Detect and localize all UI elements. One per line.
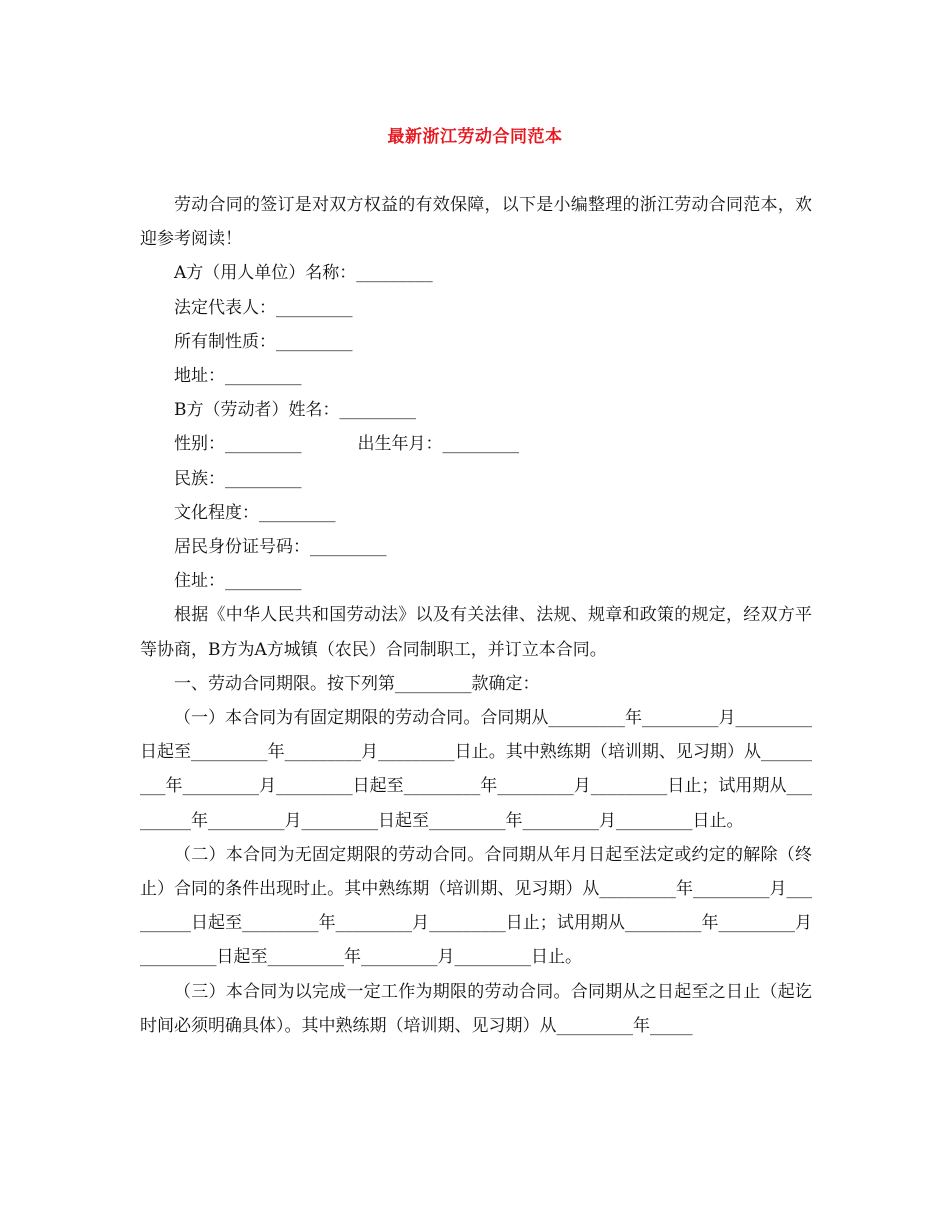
clause-1-paragraph: （一）本合同为有固定期限的劳动合同。合同期从_________年_________月_________日起至_________年_________月_________日止。其中熟练期（培训期、见习期）从_________年_________月_________日起至_________年_________月_________日止；试用期从_________年_________月_________日起至_________年_________月_________日止。	[140, 708, 812, 831]
basis-paragraph: 根据《中华人民共和国劳动法》以及有关法律、法规、规章和政策的规定，经双方平等协商，B方为A方城镇（农民）合同制职工，并订立本合同。	[140, 605, 812, 660]
section-1-heading: 一、劳动合同期限。按下列第_________款确定：	[174, 673, 540, 694]
id-number-line: 居民身份证号码：_________	[174, 537, 387, 558]
birth-field: 出生年月：_________	[357, 434, 519, 455]
residence-line: 住址：_________	[174, 571, 302, 592]
ethnicity-line: 民族：_________	[174, 468, 302, 489]
legal-rep-line: 法定代表人：_________	[174, 297, 353, 318]
intro-paragraph: 劳动合同的签订是对双方权益的有效保障，以下是小编整理的浙江劳动合同范本，欢迎参考阅读！	[140, 195, 812, 250]
clause-3-paragraph: （三）本合同为以完成一定工作为期限的劳动合同。合同期从之日起至之日止（起讫时间必须明确具体）。其中熟练期（培训期、见习期）从_________年_____	[140, 981, 812, 1036]
education-line: 文化程度：_________	[174, 502, 336, 523]
gender-birth-line	[140, 427, 812, 461]
document-body	[140, 188, 812, 1043]
document-title: 最新浙江劳动合同范本	[387, 127, 563, 147]
clause-2-paragraph: （二）本合同为无固定期限的劳动合同。合同期从年月日起至法定或约定的解除（终止）合同的条件出现时止。其中熟练期（培训期、见习期）从_________年_________月_________日起至_________年_________月_________日止；试用期从_________年_________月_________日起至_________年_________月_________日止。	[140, 844, 812, 968]
party-b-name-line: B方（劳动者）姓名：_________	[174, 400, 416, 421]
address-line: 地址：_________	[174, 366, 302, 387]
gender-field: 性别：_________	[174, 434, 302, 455]
ownership-line: 所有制性质：_________	[174, 331, 353, 352]
party-a-name-line: A方（用人单位）名称：_________	[174, 263, 433, 284]
